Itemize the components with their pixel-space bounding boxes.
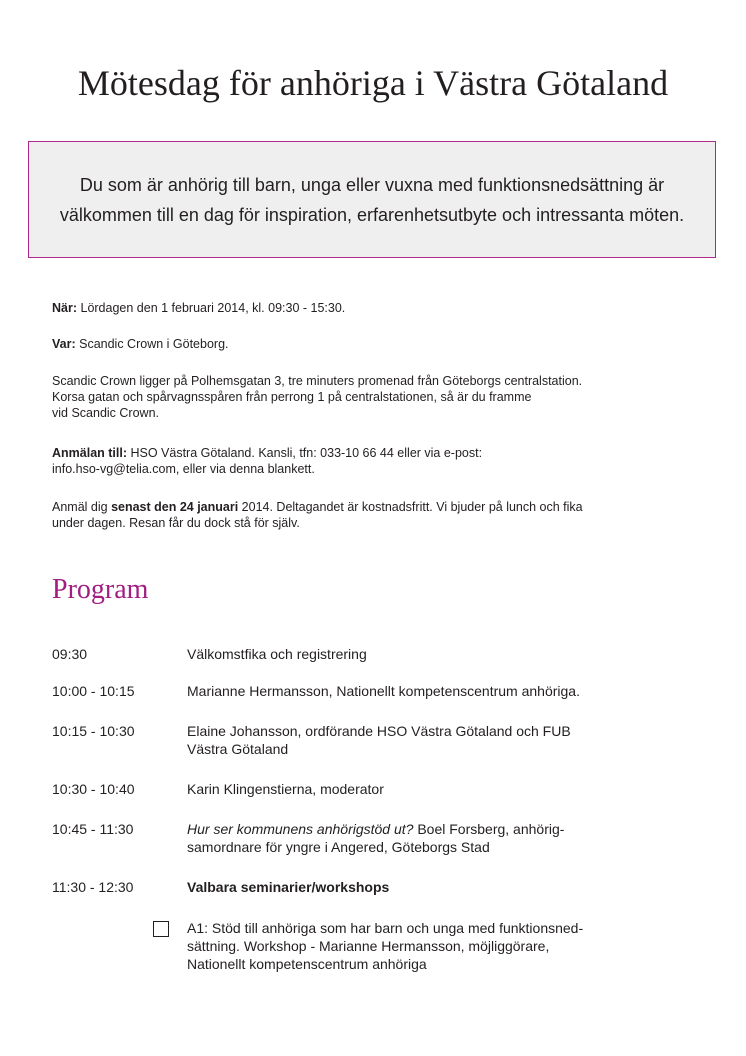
where-text: Scandic Crown i Göteborg. [75, 337, 229, 351]
program-time: 10:00 - 10:15 [52, 683, 135, 699]
where-info [52, 336, 712, 352]
registration-line-1: HSO Västra Götaland. Kansli, tfn: 033-10 66 44 eller via e-post: [127, 446, 483, 460]
program-description [187, 722, 657, 758]
program-description: Marianne Hermansson, Nationellt kompetenscentrum anhöriga. [187, 683, 580, 699]
program-description-line-2: Västra Götaland [187, 741, 289, 757]
registration-label: Anmälan till: [52, 446, 128, 460]
program-description-line-1: Boel Forsberg, anhörig- [413, 821, 565, 837]
when-label: När: [52, 301, 78, 315]
deadline-prefix: Anmäl dig [52, 500, 112, 514]
program-description: Välkomstfika och registrering [187, 646, 367, 662]
deadline-line-2: under dagen. Resan får du dock stå för själv. [52, 516, 300, 530]
workshop-a1-label [187, 919, 667, 973]
directions-info [52, 373, 712, 421]
deadline-date: senast den 24 januari [111, 500, 239, 514]
workshop-a1-line-3: Nationellt kompetenscentrum anhöriga [187, 956, 427, 972]
program-description-line-1: Elaine Johansson, ordförande HSO Västra Götaland och FUB [187, 723, 571, 739]
program-heading: Program [52, 574, 149, 605]
program-time: 11:30 - 12:30 [52, 879, 134, 895]
program-description-line-2: samordnare för yngre i Angered, Göteborgs Stad [187, 839, 490, 855]
program-description [187, 820, 657, 856]
workshop-a1-checkbox[interactable] [153, 921, 169, 937]
directions-line-2: Korsa gatan och spårvagnsspåren från perrong 1 på centralstationen, så är du framme [52, 390, 532, 404]
program-description: Karin Klingenstierna, moderator [187, 781, 384, 797]
registration-info [52, 445, 712, 477]
directions-line-1: Scandic Crown ligger på Polhemsgatan 3, tre minuters promenad från Göteborgs centralstation. [52, 374, 583, 388]
page-title: Mötesdag för anhöriga i Västra Götaland [77, 63, 669, 103]
deadline-suffix: 2014. Deltagandet är kostnadsfritt. Vi bjuder på lunch och fika [238, 500, 583, 514]
program-time: 10:15 - 10:30 [52, 723, 135, 739]
program-time: 10:30 - 10:40 [52, 781, 135, 797]
program-description: Valbara seminarier/workshops [187, 879, 390, 895]
intro-text: Du som är anhörig till barn, unga eller vuxna med funktionsnedsättning är välkommen till en dag för inspiration, erfarenhetsutbyte och intressanta möten. [59, 174, 685, 225]
workshop-a1-line-1: A1: Stöd till anhöriga som har barn och unga med funktionsned- [187, 920, 584, 936]
program-time: 09:30 [52, 646, 88, 662]
registration-line-2: info.hso-vg@telia.com, eller via denna blankett. [52, 462, 315, 476]
when-info [52, 300, 712, 316]
program-time: 10:45 - 11:30 [52, 821, 134, 837]
directions-line-3: vid Scandic Crown. [52, 406, 159, 420]
workshop-a1-line-2: sättning. Workshop - Marianne Hermansson, möjliggörare, [187, 938, 550, 954]
when-text: Lördagen den 1 februari 2014, kl. 09:30 - 15:30. [77, 301, 346, 315]
intro-box [28, 141, 716, 258]
deadline-info [52, 499, 712, 531]
where-label: Var: [52, 337, 76, 351]
program-question: Hur ser kommunens anhörigstöd ut? [187, 821, 414, 837]
